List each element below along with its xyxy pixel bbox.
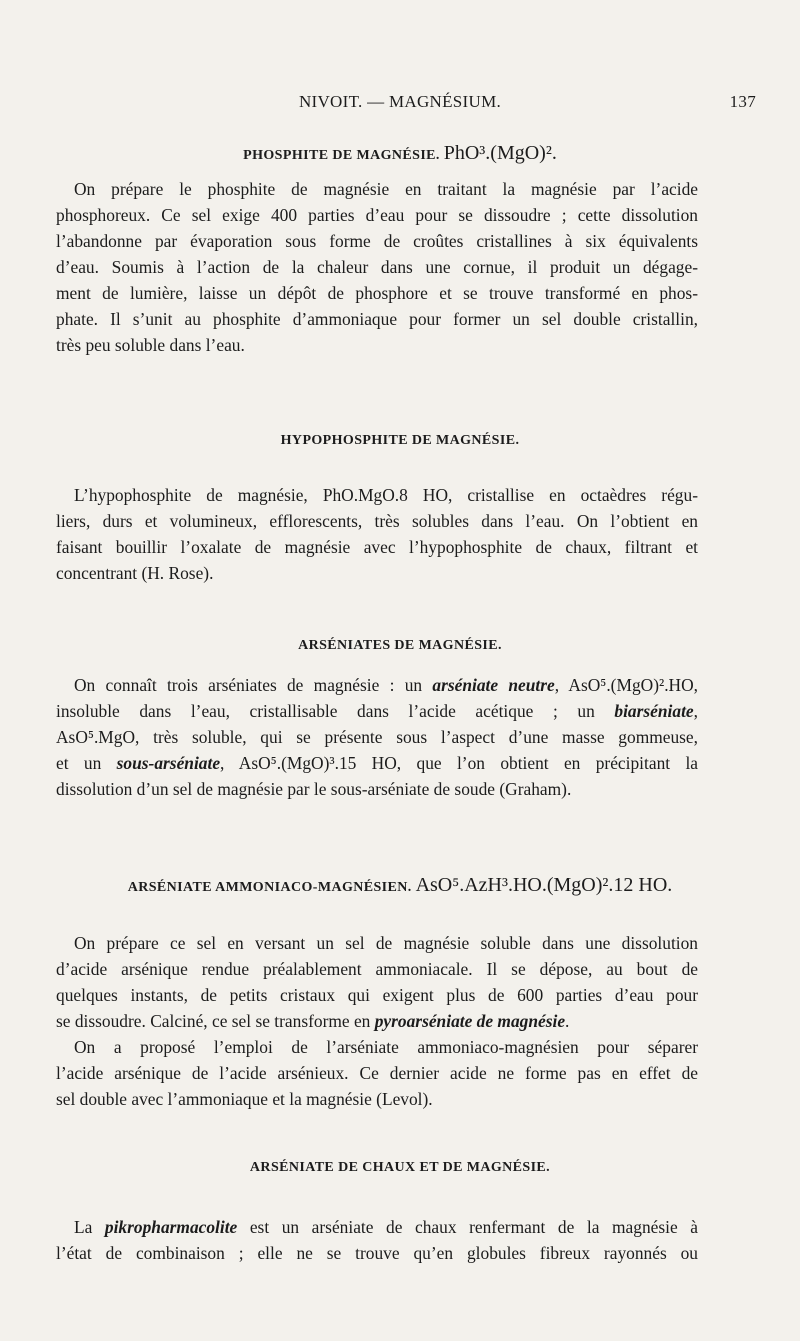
- paragraph-arseniates: [56, 672, 698, 802]
- section-heading-phosphite: [40, 142, 760, 165]
- text-line: liers, durs et volumineux, efflorescents, très solubles dans l’eau. On l’obtient en: [56, 511, 698, 531]
- running-head: [40, 92, 760, 116]
- text-line: ment de lumière, laisse un dépôt de phosphore et se trouve transformé en phos-: [56, 283, 698, 303]
- text-line: dissolution d’un sel de magnésie par le sous-arséniate de soude (Graham).: [56, 779, 572, 799]
- running-head-title: NIVOIT. — MAGNÉSIUM.: [298, 92, 502, 111]
- heading-formula: PhO³.(MgO)².: [443, 142, 557, 164]
- text-line: l’abandonne par évaporation sous forme de croûtes cristallines à six équivalents: [56, 231, 698, 251]
- paragraph-ammoniaco-1: [56, 930, 698, 1034]
- text-line: d’acide arsénique rendue préalablement ammoniacale. Il se dépose, au bout de: [56, 959, 698, 979]
- text-line: L’hypophosphite de magnésie, PhO.MgO.8 HO, cristallise en octaèdres régu-: [74, 485, 698, 505]
- paragraph-hypophosphite: [56, 482, 698, 586]
- text-line: se dissoudre. Calciné, ce sel se transforme en pyroarséniate de magnésie.: [56, 1011, 570, 1031]
- text-line: On prépare le phosphite de magnésie en traitant la magnésie par l’acide: [74, 179, 698, 199]
- text-line: On connaît trois arséniates de magnésie : un arséniate neutre, AsO⁵.(MgO)².HO,: [74, 675, 699, 695]
- section-heading-arseniate-ammoniaco-magnesien: [40, 874, 760, 897]
- text-line: phate. Il s’unit au phosphite d’ammoniaque pour former un sel double cristallin,: [56, 309, 698, 329]
- text-line: AsO⁵.MgO, très soluble, qui se présente sous l’aspect d’une masse gommeuse,: [56, 727, 698, 747]
- text-line: quelques instants, de petits cristaux qui exigent plus de 600 parties d’eau pour: [56, 985, 698, 1005]
- heading-text: ARSÉNIATES DE MAGNÉSIE.: [298, 638, 502, 653]
- text-line: On prépare ce sel en versant un sel de magnésie soluble dans une dissolution: [74, 933, 698, 953]
- text-line: d’eau. Soumis à l’action de la chaleur dans une cornue, il produit un dégage-: [56, 257, 698, 277]
- paragraph-phosphite: [56, 176, 698, 358]
- text-line: La pikropharmacolite est un arséniate de chaux renfermant de la magnésie à: [74, 1217, 698, 1237]
- text-line: phosphoreux. Ce sel exige 400 parties d’eau pour se dissoudre ; cette dissolution: [56, 205, 698, 225]
- heading-text: HYPOPHOSPHITE DE MAGNÉSIE.: [280, 433, 520, 448]
- section-heading-hypophosphite: [40, 433, 760, 449]
- text-line: concentrant (H. Rose).: [56, 563, 214, 583]
- page-number: 137: [729, 92, 756, 111]
- heading-text: PHOSPHITE DE MAGNÉSIE.: [243, 148, 440, 163]
- section-heading-arseniates: [40, 638, 760, 654]
- text-line: faisant bouillir l’oxalate de magnésie avec l’hypophosphite de chaux, filtrant et: [56, 537, 698, 557]
- text-line: l’acide arsénique de l’acide arsénieux. Ce dernier acide ne forme pas en effet de: [56, 1063, 698, 1083]
- text-line: très peu soluble dans l’eau.: [56, 335, 245, 355]
- paragraph-pikropharmacolite: [56, 1214, 698, 1266]
- heading-formula: AsO⁵.AzH³.HO.(MgO)².12 HO.: [415, 874, 673, 896]
- text-line: et un sous-arséniate, AsO⁵.(MgO)³.15 HO, que l’on obtient en précipitant la: [56, 753, 698, 773]
- heading-text: ARSÉNIATE DE CHAUX ET DE MAGNÉSIE.: [249, 1160, 551, 1175]
- paragraph-ammoniaco-2: [56, 1034, 698, 1112]
- text-line: sel double avec l’ammoniaque et la magnésie (Levol).: [56, 1089, 433, 1109]
- text-line: On a proposé l’emploi de l’arséniate ammoniaco-magnésien pour séparer: [74, 1037, 698, 1057]
- section-heading-arseniate-chaux-magnesie: [40, 1160, 760, 1176]
- text-line: insoluble dans l’eau, cristallisable dans l’acide acétique ; un biarséniate,: [56, 701, 698, 721]
- text-line: l’état de combinaison ; elle ne se trouve qu’en globules fibreux rayonnés ou: [56, 1243, 698, 1263]
- heading-text: ARSÉNIATE AMMONIACO-MAGNÉSIEN.: [127, 880, 412, 895]
